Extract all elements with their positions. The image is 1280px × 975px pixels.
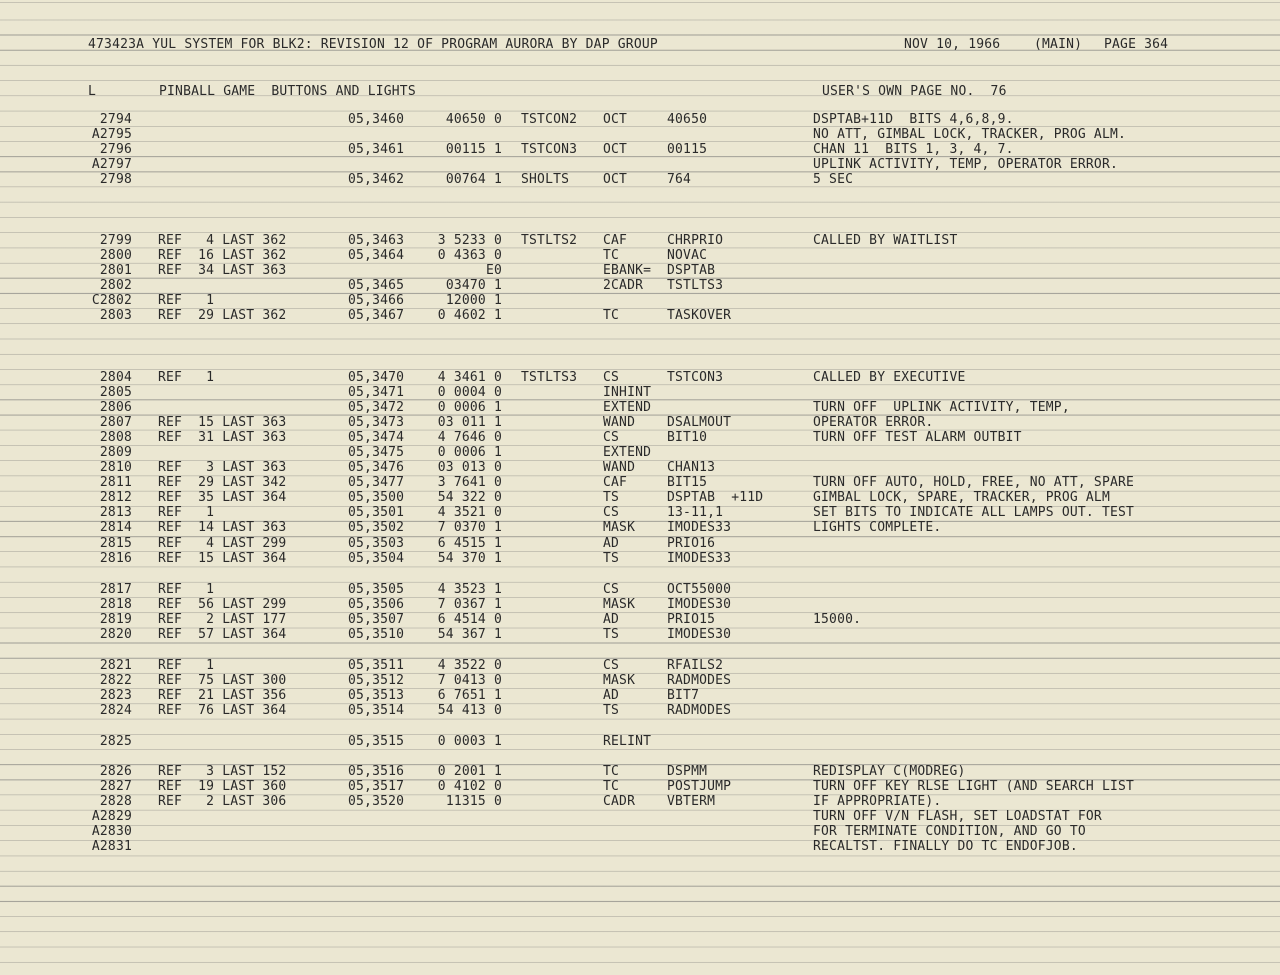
row-comment: FOR TERMINATE CONDITION, AND GO TO: [813, 824, 1086, 839]
row-op: CAF: [603, 475, 628, 490]
row-ref: REF 29 LAST 342: [158, 475, 287, 490]
row-code: 54 370 1: [437, 551, 502, 566]
row-op: TS: [603, 703, 620, 718]
row-code: 0 0006 1: [437, 445, 502, 460]
row-operand: 764: [667, 172, 692, 187]
row-op: WAND: [603, 415, 636, 430]
row-operand: BIT15: [667, 475, 708, 490]
row-comment: TURN OFF UPLINK ACTIVITY, TEMP,: [813, 400, 1070, 415]
row-loc: 05,3476: [348, 460, 405, 475]
row-line: 2807: [99, 415, 132, 430]
row-op: CS: [603, 505, 620, 520]
row-line: 2813: [99, 505, 132, 520]
row-code: 54 413 0: [437, 703, 502, 718]
row-label: TSTLTS2: [521, 233, 578, 248]
row-operand: TSTLTS3: [667, 278, 724, 293]
row-ref: REF 15 LAST 364: [158, 551, 287, 566]
row-line: 2805: [99, 385, 132, 400]
row-line: C2802: [91, 293, 132, 308]
row-code: 03 013 0: [437, 460, 502, 475]
row-code: 4 3521 0: [437, 505, 502, 520]
user-page-number: USER'S OWN PAGE NO. 76: [822, 84, 1007, 99]
row-line: 2794: [99, 112, 132, 127]
row-op: CS: [603, 658, 620, 673]
row-line: A2829: [91, 809, 132, 824]
row-comment: CALLED BY WAITLIST: [813, 233, 958, 248]
row-op: MASK: [603, 673, 636, 688]
row-loc: 05,3462: [348, 172, 405, 187]
row-ref: REF 16 LAST 362: [158, 248, 287, 263]
row-loc: 05,3515: [348, 734, 405, 749]
row-op: AD: [603, 612, 620, 627]
row-ref: REF 4 LAST 299: [158, 536, 287, 551]
row-ref: REF 1: [158, 658, 215, 673]
row-op: OCT: [603, 112, 628, 127]
header-page-number: PAGE 364: [1104, 37, 1169, 52]
row-ref: REF 19 LAST 360: [158, 779, 287, 794]
row-op: TC: [603, 308, 620, 323]
row-ref: REF 57 LAST 364: [158, 627, 287, 642]
row-operand: 40650: [667, 112, 708, 127]
row-comment: REDISPLAY C(MODREG): [813, 764, 966, 779]
row-comment: GIMBAL LOCK, SPARE, TRACKER, PROG ALM: [813, 490, 1110, 505]
row-loc: 05,3465: [348, 278, 405, 293]
row-loc: 05,3503: [348, 536, 405, 551]
row-op: CS: [603, 582, 620, 597]
row-code: 3 7641 0: [437, 475, 502, 490]
row-ref: REF 2 LAST 306: [158, 794, 287, 809]
row-operand: 00115: [667, 142, 708, 157]
row-loc: 05,3517: [348, 779, 405, 794]
row-line: 2808: [99, 430, 132, 445]
row-code: 0 2001 1: [437, 764, 502, 779]
row-label: SHOLTS: [521, 172, 570, 187]
subheader-title: PINBALL GAME BUTTONS AND LIGHTS: [159, 84, 416, 99]
row-line: A2795: [91, 127, 132, 142]
row-op: 2CADR: [603, 278, 644, 293]
row-line: 2799: [99, 233, 132, 248]
header-title: 473423A YUL SYSTEM FOR BLK2: REVISION 12 OF PROGRAM AURORA BY DAP GROUP: [88, 37, 658, 52]
row-code: 7 0413 0: [437, 673, 502, 688]
row-line: 2804: [99, 370, 132, 385]
row-op: CS: [603, 370, 620, 385]
row-op: CAF: [603, 233, 628, 248]
row-operand: PRIO15: [667, 612, 716, 627]
row-operand: DSPMM: [667, 764, 708, 779]
row-code: 6 7651 1: [437, 688, 502, 703]
row-line: 2809: [99, 445, 132, 460]
row-comment: SET BITS TO INDICATE ALL LAMPS OUT. TEST: [813, 505, 1135, 520]
row-loc: 05,3460: [348, 112, 405, 127]
header-mode: (MAIN): [1034, 37, 1083, 52]
row-line: 2826: [99, 764, 132, 779]
row-line: 2803: [99, 308, 132, 323]
row-line: 2824: [99, 703, 132, 718]
row-operand: TASKOVER: [667, 308, 732, 323]
row-op: EBANK=: [603, 263, 652, 278]
row-operand: DSPTAB +11D: [667, 490, 764, 505]
row-op: EXTEND: [603, 445, 652, 460]
row-ref: REF 21 LAST 356: [158, 688, 287, 703]
header-date: NOV 10, 1966: [904, 37, 1001, 52]
row-ref: REF 35 LAST 364: [158, 490, 287, 505]
row-code: 4 3461 0: [437, 370, 502, 385]
row-ref: REF 76 LAST 364: [158, 703, 287, 718]
row-loc: 05,3505: [348, 582, 405, 597]
row-comment: DSPTAB+11D BITS 4,6,8,9.: [813, 112, 1014, 127]
row-op: EXTEND: [603, 400, 652, 415]
row-loc: 05,3500: [348, 490, 405, 505]
row-loc: 05,3511: [348, 658, 405, 673]
row-code: 03 011 1: [437, 415, 502, 430]
row-operand: TSTCON3: [667, 370, 724, 385]
row-line: A2797: [91, 157, 132, 172]
row-line: 2822: [99, 673, 132, 688]
row-operand: VBTERM: [667, 794, 716, 809]
row-label: TSTCON3: [521, 142, 578, 157]
row-loc: 05,3474: [348, 430, 405, 445]
row-label: TSTLTS3: [521, 370, 578, 385]
row-operand: CHRPRIO: [667, 233, 724, 248]
row-loc: 05,3514: [348, 703, 405, 718]
row-code: 03470 1: [445, 278, 502, 293]
row-op: TC: [603, 764, 620, 779]
row-comment: IF APPROPRIATE).: [813, 794, 942, 809]
row-operand: DSALMOUT: [667, 415, 732, 430]
row-code: 0 0006 1: [437, 400, 502, 415]
row-code: 0 4602 1: [437, 308, 502, 323]
row-line: 2823: [99, 688, 132, 703]
row-line: A2830: [91, 824, 132, 839]
row-code: 7 0367 1: [437, 597, 502, 612]
row-line: 2801: [99, 263, 132, 278]
row-code: 12000 1: [445, 293, 502, 308]
row-ref: REF 34 LAST 363: [158, 263, 287, 278]
row-code: 40650 0: [445, 112, 502, 127]
row-line: 2821: [99, 658, 132, 673]
row-operand: RADMODES: [667, 703, 732, 718]
row-operand: POSTJUMP: [667, 779, 732, 794]
row-comment: CHAN 11 BITS 1, 3, 4, 7.: [813, 142, 1014, 157]
row-operand: RFAILS2: [667, 658, 724, 673]
row-ref: REF 2 LAST 177: [158, 612, 287, 627]
row-op: INHINT: [603, 385, 652, 400]
row-line: 2827: [99, 779, 132, 794]
row-loc: 05,3506: [348, 597, 405, 612]
row-line: A2831: [91, 839, 132, 854]
row-ref: REF 4 LAST 362: [158, 233, 287, 248]
row-code: 3 5233 0: [437, 233, 502, 248]
row-op: MASK: [603, 520, 636, 535]
row-code: 0 0003 1: [437, 734, 502, 749]
row-ref: REF 1: [158, 293, 215, 308]
row-line: 2825: [99, 734, 132, 749]
row-comment: RECALTST. FINALLY DO TC ENDOFJOB.: [813, 839, 1078, 854]
row-label: TSTCON2: [521, 112, 578, 127]
row-line: 2811: [99, 475, 132, 490]
row-op: AD: [603, 536, 620, 551]
row-operand: IMODES33: [667, 520, 732, 535]
row-ref: REF 1: [158, 370, 215, 385]
row-operand: BIT7: [667, 688, 700, 703]
row-loc: 05,3471: [348, 385, 405, 400]
row-code: E0: [485, 263, 502, 278]
row-comment: LIGHTS COMPLETE.: [813, 520, 942, 535]
row-comment: TURN OFF KEY RLSE LIGHT (AND SEARCH LIST: [813, 779, 1135, 794]
row-ref: REF 15 LAST 363: [158, 415, 287, 430]
row-code: 54 322 0: [437, 490, 502, 505]
row-line: 2817: [99, 582, 132, 597]
row-op: CS: [603, 430, 620, 445]
row-operand: BIT10: [667, 430, 708, 445]
row-ref: REF 75 LAST 300: [158, 673, 287, 688]
row-code: 0 4102 0: [437, 779, 502, 794]
row-loc: 05,3504: [348, 551, 405, 566]
row-op: TS: [603, 551, 620, 566]
row-line: 2828: [99, 794, 132, 809]
row-ref: REF 3 LAST 363: [158, 460, 287, 475]
row-loc: 05,3513: [348, 688, 405, 703]
row-operand: NOVAC: [667, 248, 708, 263]
row-loc: 05,3470: [348, 370, 405, 385]
row-ref: REF 14 LAST 363: [158, 520, 287, 535]
row-loc: 05,3477: [348, 475, 405, 490]
row-loc: 05,3516: [348, 764, 405, 779]
row-line: 2798: [99, 172, 132, 187]
row-op: TC: [603, 248, 620, 263]
row-loc: 05,3472: [348, 400, 405, 415]
row-op: TS: [603, 490, 620, 505]
row-ref: REF 56 LAST 299: [158, 597, 287, 612]
row-line: 2820: [99, 627, 132, 642]
row-loc: 05,3501: [348, 505, 405, 520]
row-loc: 05,3507: [348, 612, 405, 627]
row-loc: 05,3463: [348, 233, 405, 248]
row-code: 4 3522 0: [437, 658, 502, 673]
row-op: RELINT: [603, 734, 652, 749]
row-op: CADR: [603, 794, 636, 809]
row-comment: 5 SEC: [813, 172, 854, 187]
subheader-marker: L: [88, 84, 97, 99]
row-loc: 05,3512: [348, 673, 405, 688]
row-loc: 05,3461: [348, 142, 405, 157]
row-op: AD: [603, 688, 620, 703]
row-code: 0 0004 0: [437, 385, 502, 400]
row-comment: UPLINK ACTIVITY, TEMP, OPERATOR ERROR.: [813, 157, 1119, 172]
row-operand: PRIO16: [667, 536, 716, 551]
row-ref: REF 31 LAST 363: [158, 430, 287, 445]
row-line: 2802: [99, 278, 132, 293]
row-ref: REF 3 LAST 152: [158, 764, 287, 779]
row-line: 2819: [99, 612, 132, 627]
row-operand: 13-11,1: [667, 505, 724, 520]
row-line: 2814: [99, 520, 132, 535]
row-op: OCT: [603, 142, 628, 157]
row-loc: 05,3467: [348, 308, 405, 323]
row-operand: IMODES30: [667, 597, 732, 612]
row-line: 2812: [99, 490, 132, 505]
row-code: 11315 0: [445, 794, 502, 809]
row-code: 00115 1: [445, 142, 502, 157]
row-comment: TURN OFF AUTO, HOLD, FREE, NO ATT, SPARE: [813, 475, 1135, 490]
row-loc: 05,3520: [348, 794, 405, 809]
row-ref: REF 1: [158, 582, 215, 597]
row-operand: IMODES30: [667, 627, 732, 642]
row-op: TS: [603, 627, 620, 642]
row-operand: DSPTAB: [667, 263, 716, 278]
row-code: 4 3523 1: [437, 582, 502, 597]
row-line: 2816: [99, 551, 132, 566]
row-code: 54 367 1: [437, 627, 502, 642]
row-operand: RADMODES: [667, 673, 732, 688]
row-op: MASK: [603, 597, 636, 612]
row-loc: 05,3473: [348, 415, 405, 430]
row-comment: OPERATOR ERROR.: [813, 415, 934, 430]
row-line: 2810: [99, 460, 132, 475]
row-ref: REF 1: [158, 505, 215, 520]
row-code: 7 0370 1: [437, 520, 502, 535]
row-operand: IMODES33: [667, 551, 732, 566]
row-comment: 15000.: [813, 612, 862, 627]
row-code: 6 4514 0: [437, 612, 502, 627]
row-operand: OCT55000: [667, 582, 732, 597]
row-op: OCT: [603, 172, 628, 187]
row-loc: 05,3510: [348, 627, 405, 642]
row-loc: 05,3502: [348, 520, 405, 535]
row-loc: 05,3466: [348, 293, 405, 308]
row-op: WAND: [603, 460, 636, 475]
row-code: 4 7646 0: [437, 430, 502, 445]
row-op: TC: [603, 779, 620, 794]
row-code: 0 4363 0: [437, 248, 502, 263]
row-loc: 05,3464: [348, 248, 405, 263]
row-comment: CALLED BY EXECUTIVE: [813, 370, 966, 385]
row-ref: REF 29 LAST 362: [158, 308, 287, 323]
row-code: 6 4515 1: [437, 536, 502, 551]
row-line: 2815: [99, 536, 132, 551]
row-loc: 05,3475: [348, 445, 405, 460]
row-line: 2806: [99, 400, 132, 415]
row-code: 00764 1: [445, 172, 502, 187]
row-comment: NO ATT, GIMBAL LOCK, TRACKER, PROG ALM.: [813, 127, 1127, 142]
row-line: 2796: [99, 142, 132, 157]
row-comment: TURN OFF V/N FLASH, SET LOADSTAT FOR: [813, 809, 1102, 824]
row-line: 2818: [99, 597, 132, 612]
row-operand: CHAN13: [667, 460, 716, 475]
row-line: 2800: [99, 248, 132, 263]
row-comment: TURN OFF TEST ALARM OUTBIT: [813, 430, 1022, 445]
